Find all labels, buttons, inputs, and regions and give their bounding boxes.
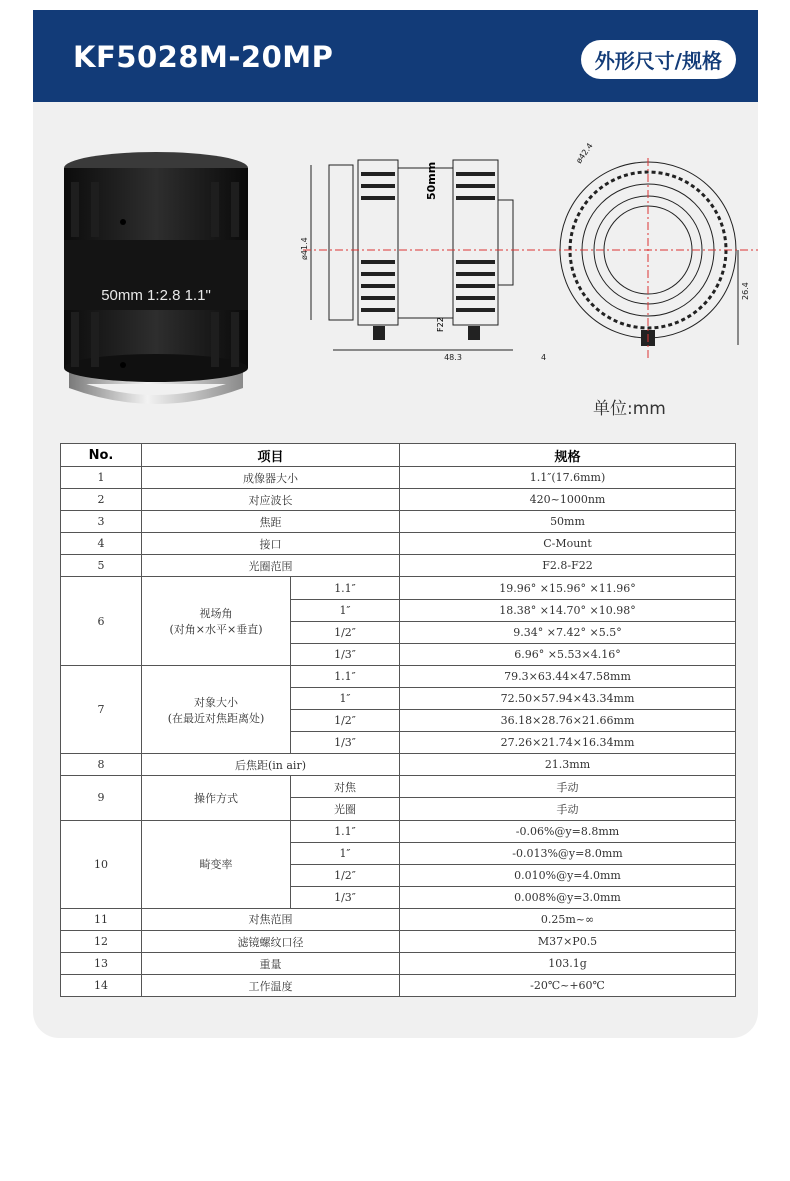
row-item: 光圈范围 [142,555,400,577]
row-no: 9 [61,776,142,820]
row-item: 焦距 [142,511,400,533]
row-sub: 对焦 [291,776,400,798]
table-row [61,975,736,997]
header-spec: 规格 [400,444,736,467]
dim-front-diameter: ø42.4 [574,141,595,166]
table-row [61,511,736,533]
row-spec: 手动 [400,798,736,820]
row-spec: 420~1000nm [400,489,736,511]
row-sub: 1.1″ [291,820,400,842]
row-sub: 1″ [291,687,400,709]
row-sub: 1.1″ [291,577,400,599]
table-row [61,489,736,511]
row-spec: 79.3×63.44×47.58mm [400,665,736,687]
table-row [61,953,736,975]
row-spec: 21.3mm [400,754,736,776]
row-spec: 36.18×28.76×21.66mm [400,710,736,732]
row-sub: 光圈 [291,798,400,820]
header-no: No. [61,444,142,467]
table-row [61,754,736,776]
row-item: 畸变率 [142,820,291,908]
table-row [61,908,736,930]
row-spec: 0.25m~∞ [400,908,736,930]
row-spec: -0.013%@y=8.0mm [400,842,736,864]
spec-table [60,443,736,997]
row-sub: 1/3″ [291,886,400,908]
table-row [61,467,736,489]
row-sub: 1/2″ [291,710,400,732]
row-item: 后焦距(in air) [142,754,400,776]
table-row [61,776,736,798]
row-sub: 1″ [291,842,400,864]
row-no: 12 [61,930,142,952]
row-item: 成像器大小 [142,467,400,489]
row-spec: 0.010%@y=4.0mm [400,864,736,886]
row-item-line2: (在最近对焦距离处) [167,711,265,725]
product-title: KF5028M-20MP [73,40,334,74]
row-no: 3 [61,511,142,533]
row-spec: F2.8-F22 [400,555,736,577]
dim-flange: 4 [541,353,547,362]
row-item-line1: 视场角 [199,607,233,621]
header-bar [33,10,758,102]
lens-photo [61,150,251,412]
row-item: 滤镜螺纹口径 [142,930,400,952]
table-row [61,930,736,952]
row-sub: 1″ [291,599,400,621]
row-item: 对应波长 [142,489,400,511]
drawing-f22-label: F22 [436,317,445,332]
row-spec: 6.96° ×5.53×4.16° [400,643,736,665]
row-spec: 103.1g [400,953,736,975]
row-sub: 1/2″ [291,621,400,643]
table-row [61,577,736,599]
row-spec: -20℃~+60℃ [400,975,736,997]
row-item [142,577,291,665]
table-row [61,820,736,842]
header-item: 项目 [142,444,400,467]
row-item: 操作方式 [142,776,291,820]
row-spec: 72.50×57.94×43.34mm [400,687,736,709]
row-sub: 1/2″ [291,864,400,886]
lens-barrel-text: 50mm 1:2.8 1.1" [101,287,211,304]
row-spec: 9.34° ×7.42° ×5.5° [400,621,736,643]
row-spec: 1.1″(17.6mm) [400,467,736,489]
row-item: 接口 [142,533,400,555]
section-badge: 外形尺寸/规格 [581,40,736,79]
row-item-line1: 对象大小 [194,695,238,709]
row-item: 重量 [142,953,400,975]
row-spec: 27.26×21.74×16.34mm [400,732,736,754]
row-no: 5 [61,555,142,577]
row-no: 1 [61,467,142,489]
row-no: 2 [61,489,142,511]
dim-length: 48.3 [444,353,462,362]
table-header-row [61,444,736,467]
row-spec: 手动 [400,776,736,798]
row-no: 11 [61,908,142,930]
table-row [61,533,736,555]
dim-height: 26.4 [741,282,750,300]
row-no: 13 [61,953,142,975]
row-item-line2: (对角×水平×垂直) [169,623,263,637]
row-sub: 1/3″ [291,732,400,754]
row-no: 10 [61,820,142,908]
row-item: 对焦范围 [142,908,400,930]
table-row [61,555,736,577]
unit-label: 单位:mm [593,399,666,419]
row-no: 8 [61,754,142,776]
row-spec: M37×P0.5 [400,930,736,952]
row-no: 7 [61,665,142,753]
row-spec: C-Mount [400,533,736,555]
row-spec: 0.008%@y=3.0mm [400,886,736,908]
row-sub: 1/3″ [291,643,400,665]
dim-diameter: ø41.4 [300,237,309,260]
front-view-drawing [548,140,758,370]
row-no: 4 [61,533,142,555]
row-item: 工作温度 [142,975,400,997]
row-no: 6 [61,577,142,665]
side-view-drawing [300,140,553,370]
table-row [61,665,736,687]
row-sub: 1.1″ [291,665,400,687]
row-spec: 19.96° ×15.96° ×11.96° [400,577,736,599]
row-spec: 50mm [400,511,736,533]
drawing-barrel-label: 50mm [425,161,438,200]
row-no: 14 [61,975,142,997]
row-spec: 18.38° ×14.70° ×10.98° [400,599,736,621]
row-item [142,665,291,753]
row-spec: -0.06%@y=8.8mm [400,820,736,842]
